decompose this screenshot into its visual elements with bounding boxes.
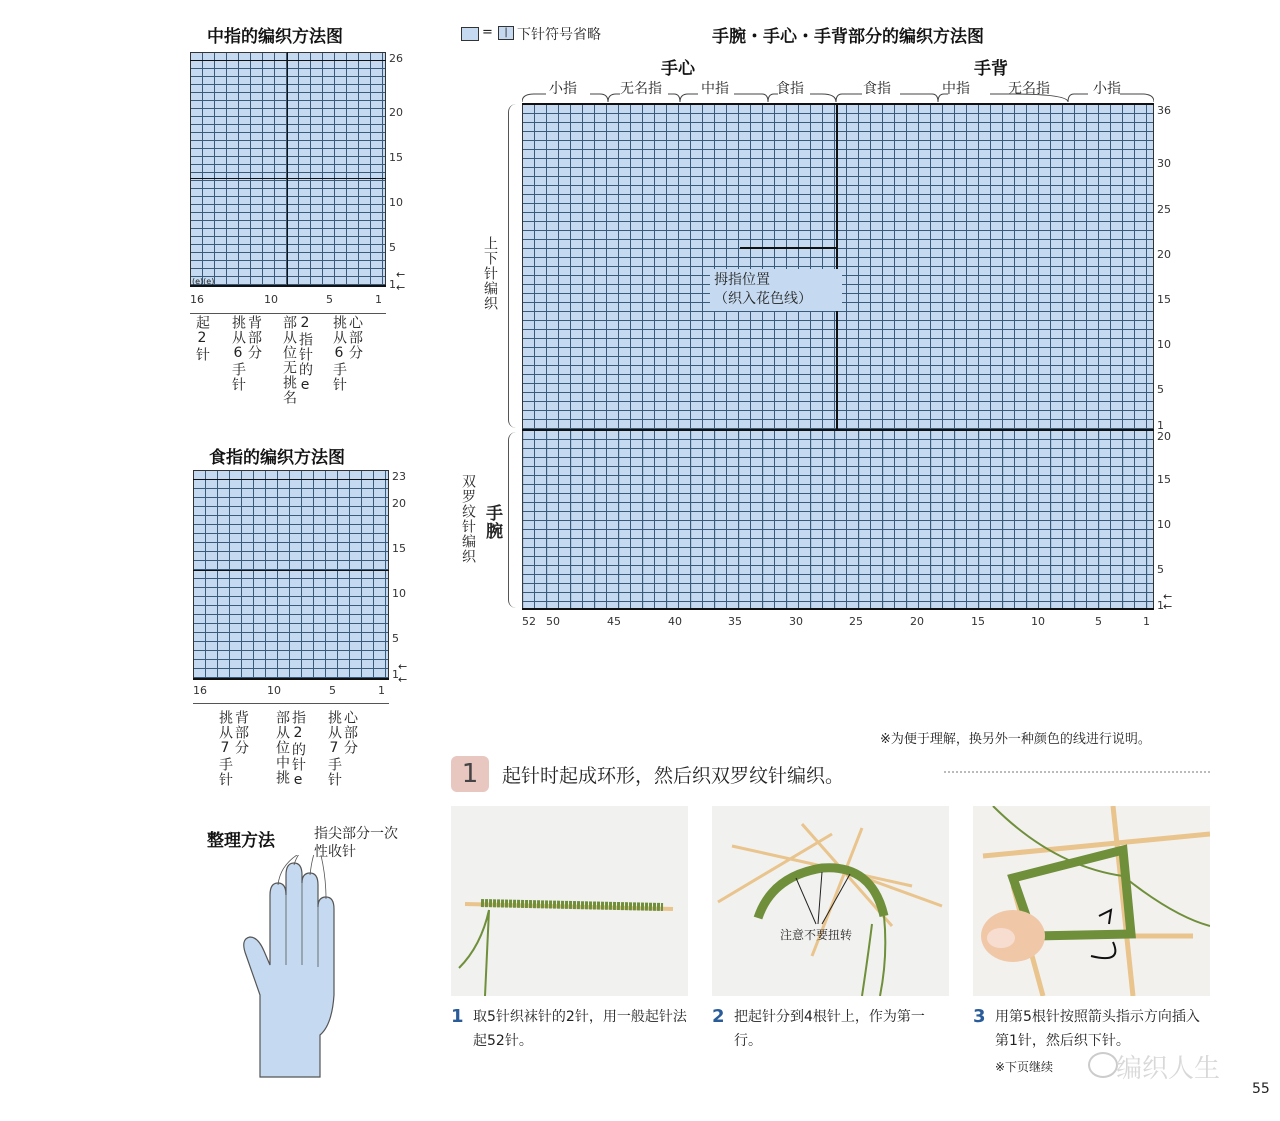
main-chart-title: 手腕・手心・手背部分的编织方法图	[712, 27, 984, 47]
middle-group-label: 起2针	[194, 315, 210, 362]
main-row-label: 1	[1157, 599, 1164, 612]
index-row-arrow-icon: ← ←	[398, 660, 408, 686]
thumb-label-line1: 拇指位置	[714, 272, 770, 288]
index-group-label: 挑从7手针心部分	[326, 710, 358, 787]
index-group-label: 挑从7手针背部分	[217, 710, 249, 787]
middle-row-label: 10	[389, 196, 403, 209]
step3-number: 3	[973, 1006, 986, 1027]
main-row-label: 15	[1157, 293, 1171, 306]
index-finger-grid	[193, 470, 389, 680]
middle-bracket	[190, 307, 386, 314]
index-finger-bottom-line	[193, 678, 389, 680]
step1-number: 1	[451, 1006, 464, 1027]
index-row-label: 1	[392, 668, 399, 681]
finger-label: 食指	[863, 81, 891, 97]
thumb-label-line2: （织入花色线）	[714, 291, 812, 307]
index-col-label: 16	[193, 684, 207, 697]
finger-label: 中指	[942, 81, 970, 97]
step1-text: 取5针织袜针的2针，用一般起针法起52针。	[473, 1009, 687, 1049]
section-title: 起针时起成环形，然后织双罗纹针编织。	[502, 765, 845, 787]
finger-label: 小指	[1093, 81, 1121, 97]
main-col-label: 20	[910, 615, 924, 628]
hand-illustration	[240, 855, 340, 1080]
main-row-arrow-icon: ← ←	[1163, 590, 1173, 613]
step3-footnote: ※下页继续	[995, 1060, 1054, 1074]
middle-col-label: 16	[190, 293, 204, 306]
middle-finger-top-line	[190, 60, 386, 61]
middle-row-label: 26	[389, 52, 403, 65]
watermark-icon	[1088, 1052, 1118, 1078]
finishing-note: 指尖部分一次性收针	[314, 826, 398, 860]
middle-row-label: 20	[389, 106, 403, 119]
finger-label: 中指	[701, 81, 729, 97]
index-group-label: 部从位中挑指2的针e	[274, 710, 306, 789]
upper-section-label: 上下针编织	[482, 236, 498, 311]
main-row-label: 36	[1157, 104, 1171, 117]
legend-equals: =	[482, 25, 493, 40]
finger-brackets	[522, 84, 1154, 104]
page-number: 55	[1252, 1081, 1270, 1097]
index-row-label: 23	[392, 470, 406, 483]
main-col-label: 40	[668, 615, 682, 628]
middle-row-arrow-icon: ← ←	[396, 268, 406, 294]
main-row-label: 1	[1157, 419, 1164, 432]
index-bracket	[193, 697, 389, 704]
legend-text: 下针符号省略	[517, 27, 601, 43]
main-row-label: 5	[1157, 563, 1164, 576]
index-finger-row-mark	[193, 570, 389, 571]
main-bottom-line	[522, 608, 1154, 610]
main-col-label: 45	[607, 615, 621, 628]
index-col-label: 5	[329, 684, 336, 697]
index-row-label: 5	[392, 632, 399, 645]
watermark-text: 编织人生	[1116, 1054, 1221, 1084]
main-col-label: 50	[546, 615, 560, 628]
main-row-label: 20	[1157, 248, 1171, 261]
step1-photo	[451, 806, 688, 996]
thumb-label	[710, 269, 842, 311]
main-col-label: 25	[849, 615, 863, 628]
middle-col-label: 10	[264, 293, 278, 306]
main-row-label: 10	[1157, 338, 1171, 351]
middle-finger-title: 中指的编织方法图	[207, 27, 343, 47]
step2-photo-label: 注意不要扭转	[780, 928, 853, 942]
main-col-label: 10	[1031, 615, 1045, 628]
main-row-label: 25	[1157, 203, 1171, 216]
legend-symbol: |	[498, 26, 514, 40]
section-number-badge: 1	[451, 756, 489, 792]
lower-bracket	[508, 432, 517, 608]
middle-col-label: 1	[375, 293, 382, 306]
middle-finger-row-mark	[190, 178, 386, 179]
main-section-divider	[522, 429, 1154, 431]
middle-row-label: 1	[389, 278, 396, 291]
back-label: 手背	[974, 59, 1008, 79]
step2-text: 把起针分到4根针上，作为第一行。	[734, 1009, 925, 1049]
finger-label: 食指	[776, 81, 804, 97]
index-col-label: 10	[267, 684, 281, 697]
main-row-label: 15	[1157, 473, 1171, 486]
middle-group-label: 部从位无挑名2指针的e	[281, 315, 313, 405]
index-finger-top-line	[193, 479, 389, 480]
middle-finger-bottom-line	[190, 285, 386, 287]
finishing-title: 整理方法	[207, 831, 275, 851]
main-upper-grid	[522, 104, 1154, 430]
legend-swatch	[461, 27, 479, 41]
main-col-label: 15	[971, 615, 985, 628]
index-row-label: 20	[392, 497, 406, 510]
main-row-label: 20	[1157, 430, 1171, 443]
main-row-label: 10	[1157, 518, 1171, 531]
index-row-label: 10	[392, 587, 406, 600]
middle-group-label: 挑从6手针背部分	[230, 315, 262, 392]
main-col-label: 35	[728, 615, 742, 628]
step2-photo	[712, 806, 949, 996]
middle-finger-cast-on-mark: (e)(e)	[192, 277, 215, 286]
main-row-label: 30	[1157, 157, 1171, 170]
step3-text: 用第5根针按照箭头指示方向插入第1针，然后织下针。	[995, 1009, 1200, 1049]
step2-number: 2	[712, 1006, 725, 1027]
wrist-label: 手腕	[482, 504, 502, 540]
lower-section-label: 双罗纹针编织	[460, 474, 476, 564]
middle-group-label: 挑从6手针心部分	[331, 315, 363, 392]
thumb-position-line	[740, 247, 836, 249]
middle-finger-grid	[190, 52, 386, 287]
finger-label: 无名指	[1008, 81, 1050, 97]
main-col-label: 30	[789, 615, 803, 628]
index-col-label: 1	[378, 684, 385, 697]
main-top-line	[522, 103, 1154, 105]
finger-label: 无名指	[620, 81, 662, 97]
rib-pattern	[522, 430, 1154, 610]
main-palm-back-divider	[836, 104, 838, 430]
middle-row-label: 5	[389, 241, 396, 254]
finger-label: 小指	[549, 81, 577, 97]
step3-photo	[973, 806, 1210, 996]
main-col-label: 52	[522, 615, 536, 628]
main-row-label: 5	[1157, 383, 1164, 396]
index-row-label: 15	[392, 542, 406, 555]
index-finger-title: 食指的编织方法图	[209, 448, 345, 468]
explanation-note: ※为便于理解，换另外一种颜色的线进行说明。	[880, 732, 1151, 747]
main-col-label: 1	[1143, 615, 1150, 628]
section-dotted-rule	[944, 771, 1210, 773]
palm-label: 手心	[661, 59, 695, 79]
middle-col-label: 5	[326, 293, 333, 306]
upper-bracket	[508, 104, 517, 428]
main-col-label: 5	[1095, 615, 1102, 628]
middle-finger-divider	[287, 52, 288, 287]
middle-row-label: 15	[389, 151, 403, 164]
